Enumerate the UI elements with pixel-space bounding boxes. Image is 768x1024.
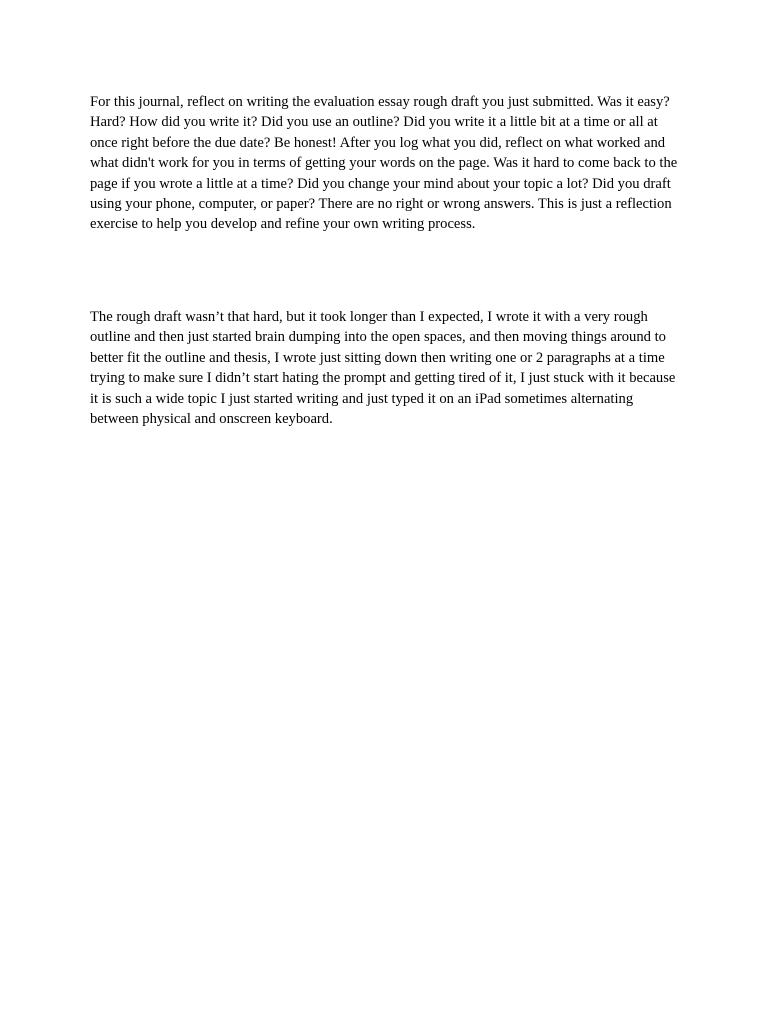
journal-prompt-paragraph: For this journal, reflect on writing the evaluation essay rough draft you just submitted. Was it easy? Hard? How did you write it? Did you use an outline? Did you write it a little bit at a time or all at once right before the due date? Be honest! After you log what you did, reflect on what worked and what didn't work for you in terms of getting your words on the page. Was it hard to come back to the page if you wrote a little at a time? Did you change your mind about your topic a lot? Did you draft using your phone, computer, or paper? There are no right or wrong answers. This is just a reflection exercise to help you develop and refine your own writing process. bbox=[90, 94, 678, 233]
journal-response-paragraph: The rough draft wasn’t that hard, but it took longer than I expected, I wrote it with a very rough outline and then just started brain dumping into the open spaces, and then moving things around to better fit the outline and thesis, I wrote just sitting down then writing one or 2 paragraphs at a time trying to make sure I didn’t start hating the prompt and getting tired of it, I just stuck with it because it is such a wide topic I just started writing and just typed it on an iPad sometimes alternating between physical and onscreen keyboard. bbox=[90, 309, 676, 428]
